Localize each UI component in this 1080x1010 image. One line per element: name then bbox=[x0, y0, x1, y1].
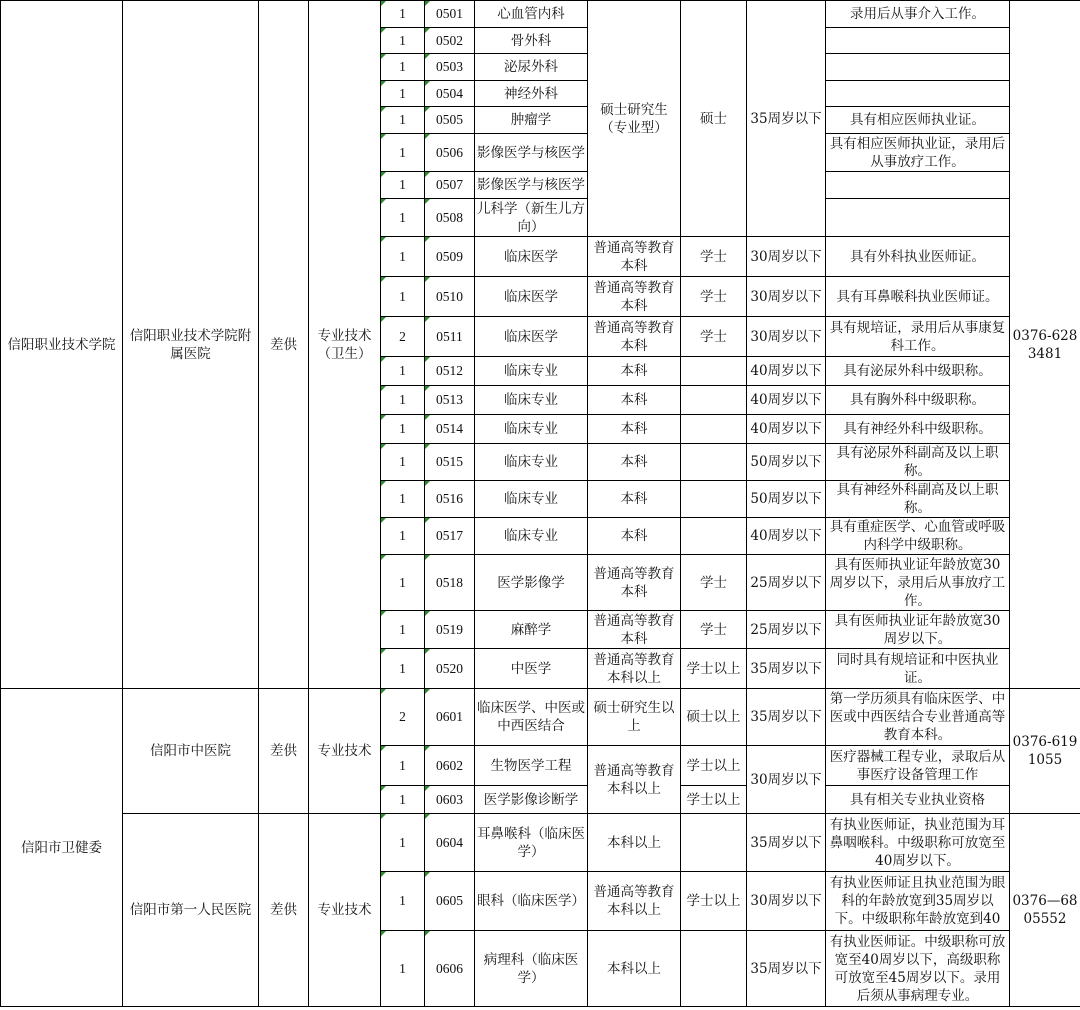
code-cell: 0509 bbox=[425, 237, 475, 277]
age-cell: 35周岁以下 bbox=[747, 931, 826, 1007]
major-cell: 临床医学、中医或中西医结合 bbox=[475, 689, 588, 746]
age-cell: 30周岁以下 bbox=[747, 277, 826, 317]
code-cell: 0505 bbox=[425, 107, 475, 134]
major-cell: 影像医学与核医学 bbox=[475, 172, 588, 199]
code-cell: 0511 bbox=[425, 317, 475, 357]
age-cell: 40周岁以下 bbox=[747, 518, 826, 555]
qty-cell: 1 bbox=[381, 746, 425, 786]
degree-cell bbox=[681, 931, 747, 1007]
requirement-cell: 具有泌尿外科中级职称。 bbox=[826, 357, 1010, 386]
requirement-cell: 具有医师执业证年龄放宽30周岁以下。 bbox=[826, 611, 1010, 649]
qty-cell: 1 bbox=[381, 872, 425, 931]
degree-cell bbox=[681, 481, 747, 518]
qty-cell: 1 bbox=[381, 277, 425, 317]
phone-cell: 0376-6191055 bbox=[1010, 689, 1080, 814]
degree-cell: 学士 bbox=[681, 555, 747, 611]
degree-cell: 硕士以上 bbox=[681, 689, 747, 746]
major-cell: 临床专业 bbox=[475, 481, 588, 518]
age-cell: 40周岁以下 bbox=[747, 357, 826, 386]
qty-cell: 1 bbox=[381, 518, 425, 555]
education-cell: 普通高等教育本科 bbox=[588, 317, 681, 357]
major-cell: 骨外科 bbox=[475, 28, 588, 54]
degree-cell bbox=[681, 814, 747, 872]
code-cell: 0602 bbox=[425, 746, 475, 786]
degree-cell: 学士 bbox=[681, 237, 747, 277]
code-cell: 0508 bbox=[425, 199, 475, 237]
department-cell: 信阳职业技术学院 bbox=[1, 1, 123, 689]
unit-cell: 信阳市第一人民医院 bbox=[123, 814, 259, 1007]
degree-cell: 学士 bbox=[681, 317, 747, 357]
major-cell: 生物医学工程 bbox=[475, 746, 588, 786]
qty-cell: 1 bbox=[381, 199, 425, 237]
code-cell: 0519 bbox=[425, 611, 475, 649]
education-cell: 硕士研究生以上 bbox=[588, 689, 681, 746]
age-cell: 30周岁以下 bbox=[747, 872, 826, 931]
requirement-cell bbox=[826, 54, 1010, 81]
degree-cell: 学士以上 bbox=[681, 649, 747, 689]
qty-cell: 1 bbox=[381, 237, 425, 277]
requirement-cell: 具有规培证，录用后从事康复科工作。 bbox=[826, 317, 1010, 357]
qty-cell: 2 bbox=[381, 689, 425, 746]
major-cell: 耳鼻喉科（临床医学） bbox=[475, 814, 588, 872]
code-cell: 0513 bbox=[425, 386, 475, 415]
major-cell: 临床专业 bbox=[475, 357, 588, 386]
degree-cell bbox=[681, 357, 747, 386]
code-cell: 0510 bbox=[425, 277, 475, 317]
qty-cell: 1 bbox=[381, 555, 425, 611]
post-type-cell: 专业技术（卫生） bbox=[309, 1, 381, 689]
phone-cell: 0376-6283481 bbox=[1010, 1, 1080, 689]
qty-cell: 1 bbox=[381, 786, 425, 814]
requirement-cell: 具有泌尿外科副高及以上职称。 bbox=[826, 444, 1010, 481]
education-cell: 本科以上 bbox=[588, 931, 681, 1007]
code-cell: 0515 bbox=[425, 444, 475, 481]
education-cell: 本科 bbox=[588, 415, 681, 444]
code-cell: 0502 bbox=[425, 28, 475, 54]
major-cell: 影像医学与核医学 bbox=[475, 134, 588, 172]
age-cell: 50周岁以下 bbox=[747, 481, 826, 518]
age-cell: 40周岁以下 bbox=[747, 415, 826, 444]
education-cell: 本科 bbox=[588, 518, 681, 555]
requirement-cell bbox=[826, 172, 1010, 199]
age-cell: 35周岁以下 bbox=[747, 649, 826, 689]
qty-cell: 1 bbox=[381, 611, 425, 649]
requirement-cell: 具有神经外科中级职称。 bbox=[826, 415, 1010, 444]
degree-cell bbox=[681, 415, 747, 444]
major-cell: 肿瘤学 bbox=[475, 107, 588, 134]
code-cell: 0601 bbox=[425, 689, 475, 746]
education-cell: 本科 bbox=[588, 386, 681, 415]
code-cell: 0504 bbox=[425, 81, 475, 107]
degree-cell: 学士以上 bbox=[681, 872, 747, 931]
age-cell: 25周岁以下 bbox=[747, 611, 826, 649]
requirement-cell: 录用后从事介入工作。 bbox=[826, 1, 1010, 28]
code-cell: 0512 bbox=[425, 357, 475, 386]
education-cell: 硕士研究生（专业型） bbox=[588, 1, 681, 237]
requirement-cell: 具有相关专业执业资格 bbox=[826, 786, 1010, 814]
table-row bbox=[1, 689, 1080, 746]
major-cell: 临床医学 bbox=[475, 317, 588, 357]
major-cell: 神经外科 bbox=[475, 81, 588, 107]
requirement-cell: 具有外科执业医师证。 bbox=[826, 237, 1010, 277]
code-cell: 0507 bbox=[425, 172, 475, 199]
qty-cell: 1 bbox=[381, 649, 425, 689]
code-cell: 0503 bbox=[425, 54, 475, 81]
qty-cell: 1 bbox=[381, 172, 425, 199]
education-cell: 本科 bbox=[588, 357, 681, 386]
qty-cell: 1 bbox=[381, 54, 425, 81]
qty-cell: 2 bbox=[381, 317, 425, 357]
qty-cell: 1 bbox=[381, 81, 425, 107]
requirement-cell: 同时具有规培证和中医执业证。 bbox=[826, 649, 1010, 689]
education-cell: 普通高等教育本科 bbox=[588, 555, 681, 611]
requirement-cell: 医疗器械工程专业，录取后从事医疗设备管理工作 bbox=[826, 746, 1010, 786]
major-cell: 临床专业 bbox=[475, 518, 588, 555]
degree-cell bbox=[681, 518, 747, 555]
code-cell: 0606 bbox=[425, 931, 475, 1007]
qty-cell: 1 bbox=[381, 481, 425, 518]
major-cell: 儿科学（新生儿方向） bbox=[475, 199, 588, 237]
unit-cell: 信阳职业技术学院附属医院 bbox=[123, 1, 259, 689]
qty-cell: 1 bbox=[381, 931, 425, 1007]
table-row bbox=[1, 1, 1080, 28]
post-type-cell: 专业技术 bbox=[309, 689, 381, 814]
age-cell: 30周岁以下 bbox=[747, 746, 826, 814]
post-type-cell: 专业技术 bbox=[309, 814, 381, 1007]
education-cell: 普通高等教育本科以上 bbox=[588, 649, 681, 689]
major-cell: 麻醉学 bbox=[475, 611, 588, 649]
degree-cell: 学士以上 bbox=[681, 746, 747, 786]
qty-cell: 1 bbox=[381, 107, 425, 134]
major-cell: 医学影像学 bbox=[475, 555, 588, 611]
code-cell: 0501 bbox=[425, 1, 475, 28]
major-cell: 眼科（临床医学） bbox=[475, 872, 588, 931]
education-cell: 普通高等教育本科 bbox=[588, 611, 681, 649]
major-cell: 心血管内科 bbox=[475, 1, 588, 28]
requirement-cell: 具有医师执业证年龄放宽30周岁以下，录用后从事放疗工作。 bbox=[826, 555, 1010, 611]
education-cell: 普通高等教育本科以上 bbox=[588, 746, 681, 814]
education-cell: 普通高等教育本科 bbox=[588, 237, 681, 277]
funding-cell: 差供 bbox=[259, 689, 309, 814]
requirement-cell: 具有相应医师执业证，录用后从事放疗工作。 bbox=[826, 134, 1010, 172]
code-cell: 0605 bbox=[425, 872, 475, 931]
requirement-cell: 具有重症医学、心血管或呼吸内科学中级职称。 bbox=[826, 518, 1010, 555]
qty-cell: 1 bbox=[381, 415, 425, 444]
requirement-cell: 第一学历须具有临床医学、中医或中西医结合专业普通高等教育本科。 bbox=[826, 689, 1010, 746]
education-cell: 本科 bbox=[588, 444, 681, 481]
education-cell: 普通高等教育本科 bbox=[588, 277, 681, 317]
age-cell: 35周岁以下 bbox=[747, 1, 826, 237]
degree-cell: 学士 bbox=[681, 611, 747, 649]
requirement-cell: 具有耳鼻喉科执业医师证。 bbox=[826, 277, 1010, 317]
qty-cell: 1 bbox=[381, 28, 425, 54]
age-cell: 30周岁以下 bbox=[747, 237, 826, 277]
code-cell: 0506 bbox=[425, 134, 475, 172]
code-cell: 0603 bbox=[425, 786, 475, 814]
qty-cell: 1 bbox=[381, 814, 425, 872]
qty-cell: 1 bbox=[381, 357, 425, 386]
phone-cell: 0376—6805552 bbox=[1010, 814, 1080, 1007]
major-cell: 临床医学 bbox=[475, 277, 588, 317]
requirement-cell: 有执业医师证且执业范围为眼科的年龄放宽到35周岁以下。中级职称年龄放宽到40 bbox=[826, 872, 1010, 931]
education-cell: 本科 bbox=[588, 481, 681, 518]
requirement-cell: 具有神经外科副高及以上职称。 bbox=[826, 481, 1010, 518]
age-cell: 35周岁以下 bbox=[747, 814, 826, 872]
degree-cell: 学士以上 bbox=[681, 786, 747, 814]
code-cell: 0520 bbox=[425, 649, 475, 689]
requirement-cell bbox=[826, 28, 1010, 54]
requirement-cell: 有执业医师证。中级职称可放宽至40周岁以下，高级职称可放宽至45周岁以下。录用后须从事病理专业。 bbox=[826, 931, 1010, 1007]
major-cell: 临床医学 bbox=[475, 237, 588, 277]
department-cell: 信阳市卫健委 bbox=[1, 689, 123, 1007]
code-cell: 0604 bbox=[425, 814, 475, 872]
qty-cell: 1 bbox=[381, 386, 425, 415]
requirement-cell bbox=[826, 199, 1010, 237]
degree-cell bbox=[681, 386, 747, 415]
code-cell: 0517 bbox=[425, 518, 475, 555]
major-cell: 临床专业 bbox=[475, 415, 588, 444]
age-cell: 40周岁以下 bbox=[747, 386, 826, 415]
major-cell: 医学影像诊断学 bbox=[475, 786, 588, 814]
requirement-cell bbox=[826, 81, 1010, 107]
code-cell: 0516 bbox=[425, 481, 475, 518]
education-cell: 本科以上 bbox=[588, 814, 681, 872]
age-cell: 35周岁以下 bbox=[747, 689, 826, 746]
qty-cell: 1 bbox=[381, 134, 425, 172]
qty-cell: 1 bbox=[381, 1, 425, 28]
age-cell: 50周岁以下 bbox=[747, 444, 826, 481]
major-cell: 泌尿外科 bbox=[475, 54, 588, 81]
requirement-cell: 有执业医师证，执业范围为耳鼻咽喉科。中级职称可放宽至40周岁以下。 bbox=[826, 814, 1010, 872]
major-cell: 临床专业 bbox=[475, 386, 588, 415]
funding-cell: 差供 bbox=[259, 1, 309, 689]
degree-cell: 硕士 bbox=[681, 1, 747, 237]
funding-cell: 差供 bbox=[259, 814, 309, 1007]
education-cell: 普通高等教育本科以上 bbox=[588, 872, 681, 931]
age-cell: 25周岁以下 bbox=[747, 555, 826, 611]
age-cell: 30周岁以下 bbox=[747, 317, 826, 357]
qty-cell: 1 bbox=[381, 444, 425, 481]
requirement-cell: 具有胸外科中级职称。 bbox=[826, 386, 1010, 415]
degree-cell bbox=[681, 444, 747, 481]
major-cell: 中医学 bbox=[475, 649, 588, 689]
major-cell: 临床专业 bbox=[475, 444, 588, 481]
code-cell: 0514 bbox=[425, 415, 475, 444]
major-cell: 病理科（临床医学） bbox=[475, 931, 588, 1007]
code-cell: 0518 bbox=[425, 555, 475, 611]
degree-cell: 学士 bbox=[681, 277, 747, 317]
table-row bbox=[1, 814, 1080, 872]
unit-cell: 信阳市中医院 bbox=[123, 689, 259, 814]
requirement-cell: 具有相应医师执业证。 bbox=[826, 107, 1010, 134]
